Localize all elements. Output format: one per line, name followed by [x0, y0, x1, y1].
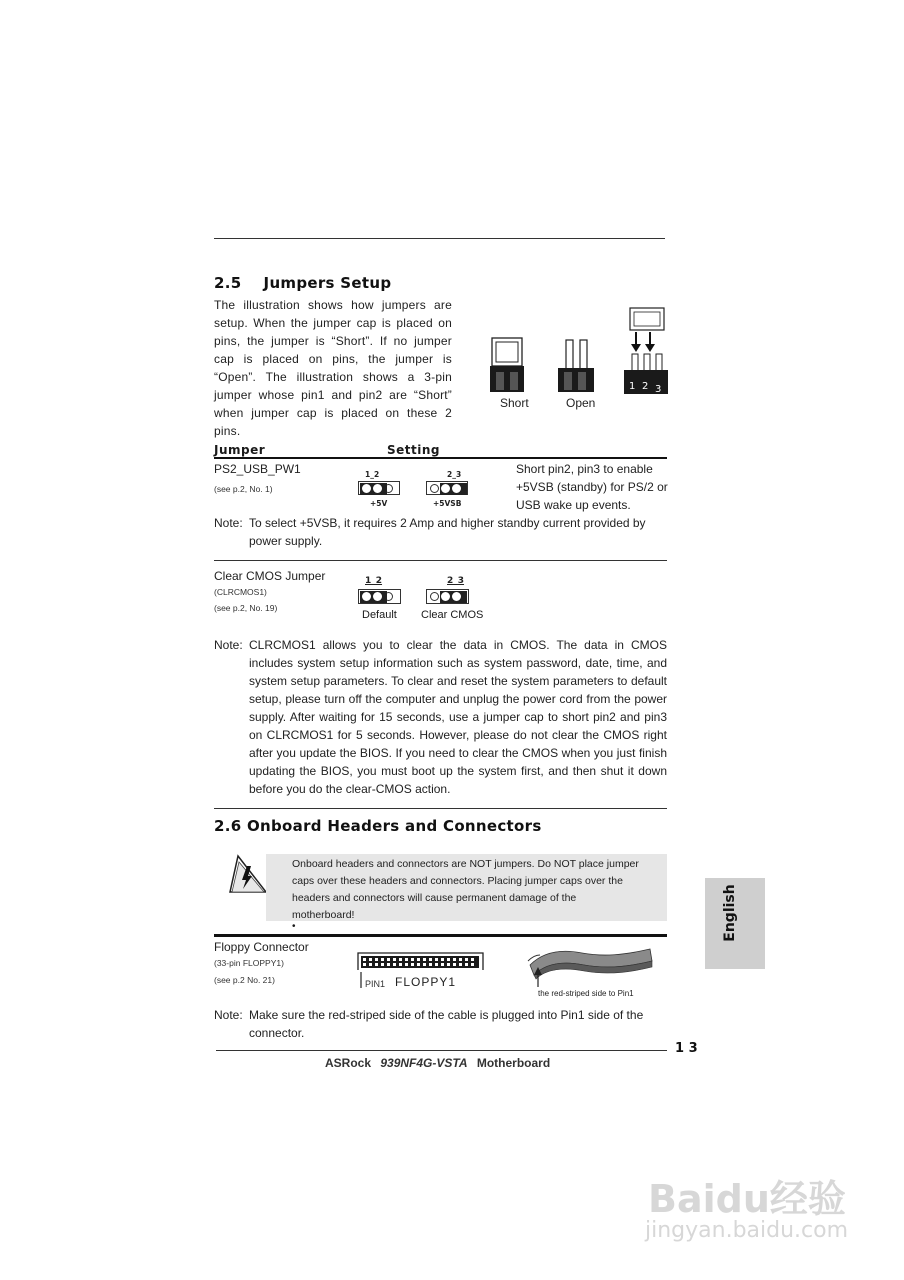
pin: [373, 484, 382, 493]
pin-number-1: 1: [629, 381, 636, 392]
watermark-url: jingyan.baidu.com: [645, 1218, 849, 1243]
footer-model: 939NF4G-VSTA: [380, 1056, 468, 1070]
warning-text: Onboard headers and connectors are NOT jumpers. Do NOT place jumper caps over these headers and connectors. Placing jumper caps over the headers and connectors will cause permanent damage of the motherboard!: [292, 858, 639, 921]
section-heading-jumpers: 2.5 Jumpers Setup: [214, 274, 392, 292]
cmos-note: CLRCMOS1 allows you to clear the data in CMOS. The data in CMOS includes system setup information such as system password, date, time, and system setup parameters. To clear and reset the system parameters to default setup, please turn off the computer and unplug the power cord from the power supply. After waiting for 15 seconds, use a jumper cap to short pin2 and pin3 on CLRCMOS1 for 5 seconds. However, please do not clear the CMOS right after you update the BIOS. If you need to clear the CMOS when you just finish updating the BIOS, you must boot up the system first, and then shut it down before you do the clear-CMOS action.: [249, 638, 667, 796]
pin: [441, 592, 450, 601]
ps2-note-label: Note:: [214, 516, 243, 530]
floppy-note-label: Note:: [214, 1008, 243, 1022]
pin: [452, 592, 461, 601]
cmos-note-label: Note:: [214, 638, 243, 652]
floppy-connector-label: FLOPPY1: [395, 975, 457, 989]
ps2-jumper-name: PS2_USB_PW1: [214, 462, 301, 476]
ps2-opt2-bottom: +5VSB: [433, 499, 462, 508]
short-jumper-figure: [490, 338, 524, 392]
footer-rule: [216, 1050, 667, 1051]
footer-line: [325, 1056, 550, 1070]
cmos-opt1-label: 1_2: [365, 576, 383, 586]
short-label: Short: [500, 396, 529, 410]
cmos-jumper-1-2: [358, 589, 401, 604]
footer-brand: ASRock: [325, 1056, 372, 1070]
ps2-row-rule: [214, 560, 667, 561]
cmos-jumper-2-3: [426, 589, 469, 604]
floppy-note: Make sure the red-striped side of the cable is plugged into Pin1 side of the connector.: [249, 1008, 644, 1040]
section-heading-headers: 2.6 Onboard Headers and Connectors: [214, 817, 542, 835]
floppy-top-rule: [214, 934, 667, 937]
ps2-opt2-label: 2_3: [447, 470, 462, 479]
ps2-jumper-ref: (see p.2, No. 1): [214, 484, 273, 494]
floppy-ref: (see p.2 No. 21): [214, 975, 275, 985]
cmos-opt2-bottom: Clear CMOS: [421, 609, 484, 621]
language-side-tab-label: English: [722, 884, 738, 942]
pin: [452, 484, 461, 493]
ps2-jumper-1-2: [358, 481, 400, 495]
warning-icon: [228, 854, 268, 894]
pin: [441, 484, 450, 493]
warning-bullet: •: [292, 921, 296, 932]
jumpers-intro: The illustration shows how jumpers are setup. When the jumper cap is placed on pins, the jumper is “Short”. If no jumper cap is placed on pins, the jumper is “Open”. The illustration shows a 3-pin jumper whose pin1 and pin2 are “Short” when jumper cap is placed on these 2 pins.: [214, 298, 452, 438]
cmos-jumper-ref: (see p.2, No. 19): [214, 603, 278, 613]
ps2-note: To select +5VSB, it requires 2 Amp and higher standby current provided by power supply.: [249, 516, 646, 548]
floppy-cable-illustration: [524, 943, 656, 993]
floppy-name: Floppy Connector: [214, 940, 309, 954]
cmos-opt1-bottom: Default: [362, 609, 397, 621]
open-label: Open: [566, 396, 596, 410]
page-number: 1 3: [675, 1041, 698, 1056]
cmos-opt2-label: 2_3: [447, 576, 465, 586]
ps2-description: Short pin2, pin3 to enable +5VSB (standby) for PS/2 or USB wake up events.: [516, 462, 668, 512]
pin-number-2: 2: [642, 381, 649, 392]
table-header-jumper: Jumper: [214, 443, 266, 457]
table-header-setting: Setting: [387, 443, 440, 457]
pin: [362, 592, 371, 601]
ps2-jumper-2-3: [426, 481, 468, 495]
pin: [373, 592, 382, 601]
cmos-jumper-name: Clear CMOS Jumper: [214, 569, 326, 583]
floppy-pin1-label: PIN1: [365, 979, 386, 989]
ps2-opt1-bottom: +5V: [370, 499, 388, 508]
pin-number-3: 3: [655, 384, 662, 395]
pin: [362, 484, 371, 493]
top-rule: [214, 238, 665, 239]
floppy-sub: (33-pin FLOPPY1): [214, 958, 284, 968]
pin: [430, 592, 439, 601]
cmos-section-rule: [214, 808, 667, 809]
three-pin-jumper-figure: [624, 308, 668, 395]
table-header-rule: [214, 457, 667, 459]
cmos-jumper-sub: (CLRCMOS1): [214, 587, 267, 597]
open-jumper-figure: [558, 340, 594, 392]
watermark-logo: Baidu经验: [648, 1177, 846, 1221]
pin: [430, 484, 439, 493]
floppy-cable-caption: the red-striped side to Pin1: [538, 989, 634, 998]
footer-product: Motherboard: [476, 1056, 551, 1070]
ps2-opt1-label: 1_2: [365, 470, 380, 479]
